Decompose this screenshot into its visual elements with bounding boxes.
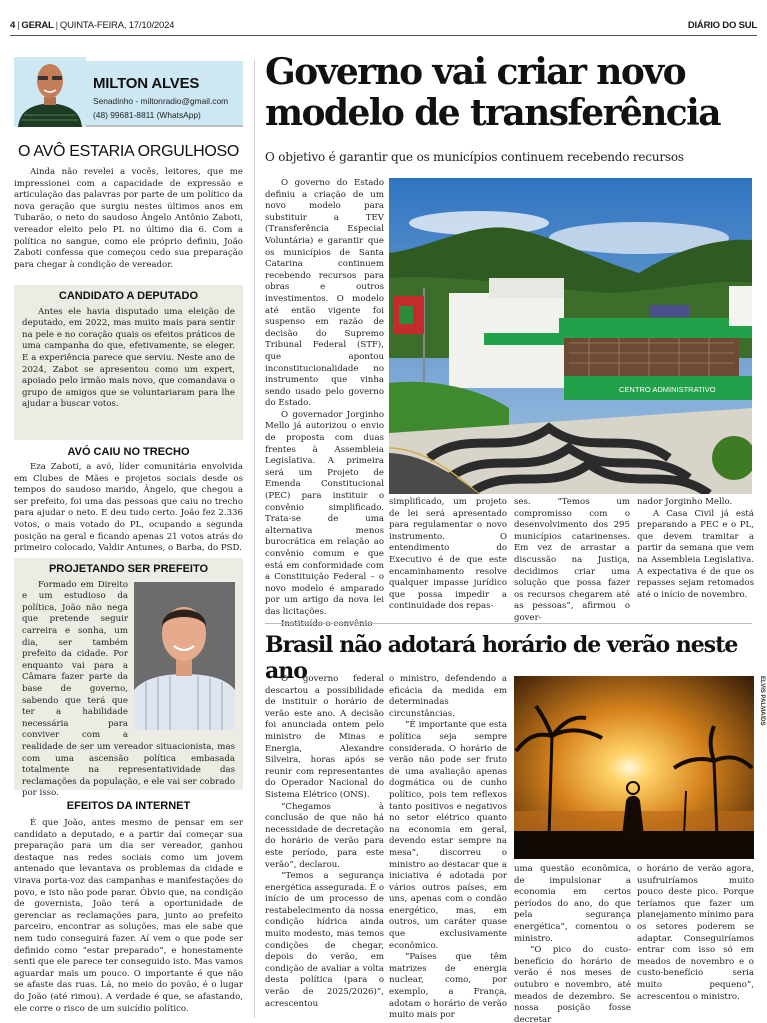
columnist-name: MILTON ALVES <box>93 75 200 92</box>
column-divider <box>254 60 255 1018</box>
sidebar-box-candidato: CANDIDATO A DEPUTADO Antes ele havia disputado uma eleição de deputado, em 2022, mas muito mais para sentir na pele e no coração quais os efeitos práticos de uma campanha do que, efetivamente, se eleger. E a experiência parece que serviu. Neste ano de 2024, Zabot se apresentou como um expert, apoiado pelo irmão mais novo, que comandava o grupo de amigos que se voluntariaram para lhe ajudar a buscar votos. <box>14 285 243 440</box>
joao-zaboti-photo <box>134 582 235 730</box>
column-title: O AVÔ ESTARIA ORGULHOSO <box>17 143 239 160</box>
building-sign: CENTRO ADMINISTRATIVO <box>619 385 716 394</box>
page-folio: 4 | GERAL | QUINTA-FEIRA, 17/10/2024 <box>10 20 175 31</box>
sunset-photo <box>514 676 754 859</box>
second-story-column-1: O governo federal descartou a possibilidade de instituir o horário de verão este ano. A decisão foi anunciada ontem pelo ministro de Minas e Energia, Alexandre Silveira, horas após se reunir com representantes do Operador Nacional do Sistema Elétrico (ONS). “Chegamos à conclusão de que não há necessidade de decretação do horário de verão para este período, para este verão”, declarou. “Temos a segurança energética assegurada. É o início de um processo de restabelecimento da nossa condição hídrica ainda muito modesto, mas temos condições de chegar, depois do verão, em condição de avaliar a volta desta política (para o verão de 2025/2026)”, acrescentou <box>265 674 384 1009</box>
section-text: Eza Zaboti, a avó, líder comunitária envolvida em Clubes de Mães e projetos sociais desde os tempos do saudoso marido, Ângelo, que chegou a ser prefeito, foi uma das pessoas que caiu no trecho para ajudar o neto. E deu tudo certo. João fez 2.336 votos, o mais votado do PL, ocupando a segunda posição na geral e ficando apenas 21 votos atrás do primeiro colocado, Valdir Antunes, o Barba, do PSD. <box>14 462 243 554</box>
main-story-column-1: O governo do Estado definiu a criação de um novo modelo para substituir a TEV (Transferência Especial Voluntária) e garantir que os municípios de Santa Catarina continuem recebendo recursos para obras e outros investimentos. O modelo até então vigente foi suspenso em razão de decisão do Supremo Tribunal Federal (STF), que apontou inconstitucionalidade no instrumento que vinha sendo usado pelo governo do Estado. O governador Jorginho Mello já autorizou o envio de proposta com duas frentes à Assembleia Legislativa. A primeira será um Projeto de Emenda Constitucional (PEC) para instituir o convênio simplificado. Trata-se de uma alternativa menos burocrática em relação ao convênio comum e que está em conformidade com a Constituição Federal – o novo modelo é amparado por um artigo da nova lei das licitações. <box>265 178 384 617</box>
second-story-column-2: o ministro, defendendo a eficácia da medida em determinadas circunstâncias. “É importante que esta política seja sempre considerada. O horário de verão não pode ser fruto de uma avaliação apenas dogmática ou de cunho político, pois tem reflexos tanto positivos e negativos no setor elétrico quanto na economia em geral, devendo estar sempre na mesa”, discorreu o ministro ao destacar que a iniciativa é adotada por vários outros países, em uns, apenas com o condão energético, mas, em outros, um caráter quase que exclusivamente econômico. “Países que têm matrizes de energia nuclear, como, por exemplo, a França, adotam o horário de verão muito mais por <box>389 674 507 1021</box>
main-deck: O objetivo é garantir que os municípios continuem recebendo recursos <box>265 150 684 164</box>
newspaper-name: DIÁRIO DO SUL <box>687 20 757 31</box>
second-headline: Brasil não adotará horário de verão neste ano <box>265 632 738 684</box>
columnist-phone: (48) 99681-8811 (WhatsApp) <box>93 110 201 120</box>
columnist-email: Senadinho - miltonradio@gmail.com <box>93 96 229 106</box>
section-heading: EFEITOS DA INTERNET <box>66 800 191 812</box>
main-headline: Governo vai criar novo modelo de transferência <box>265 51 720 134</box>
photo-credit: ELVIS PALMA/DS <box>759 676 765 726</box>
section-heading: PROJETANDO SER PREFEITO <box>48 563 209 575</box>
centro-administrativo-photo <box>389 178 752 494</box>
section-text: É que João, antes mesmo de pensar em ser candidato a deputado, e a partir daí começar sua preparação para um dia ser vereador, ganhou destaque nas redes sociais como um jovem antenado que levantava os problemas da cidade e virava porta-voz das campanhas e manifestações do povo, e isto não pode parar. Óbvio que, na condição de governista, João terá a oportunidade de gerenciar as reclamações para, junto ao prefeito parceiro, encontrar as soluções, mas ele sabe que nem tudo conseguirá fazer. Aí vem o que pode ser definido como “estar preparado”, e honestamente senti que ele parece ter conseguido isto. Mas vamos aguardar mais um pouco. O importante é que não se afaste das ruas. Lá, no meio do povão, é o lugar do João (até rimou). A verdade é que, se afastando, ele corre o risco de um suicídio político. <box>14 818 243 1014</box>
columnist-box <box>14 61 243 127</box>
page-number: 4 <box>10 20 16 31</box>
second-story-column-3: uma questão econômica, de impulsionar a economia em certos períodos do ano, do que pela segurança energética”, comentou o ministro. “O pico do custo-benefício do horário de verão é nos meses de outubro e novembro, até meados de dezembro. Se nossa posição fosse decretar <box>514 864 631 1023</box>
main-story-column-4: nador Jorginho Mello. A Casa Civil já está preparando a PEC e o PL, que devem tramitar a partir da semana que vem na Assembleia Legislativa. A expectativa é de que os repasses sejam retomados até o início de novembro. <box>637 497 754 600</box>
main-story-column-3: ses. “Temos um compromisso com o desenvolvimento dos 295 municípios catarinenses. Em vez de arrastar a discussão na Justiça, decidimos criar uma solução que possa fazer os recursos chegarem até as pessoas”, afirmou o gover- <box>514 497 630 623</box>
section-name: GERAL <box>21 20 54 31</box>
page-header <box>10 16 757 36</box>
section-heading: AVÓ CAIU NO TRECHO <box>67 446 190 458</box>
columnist-avatar <box>14 57 86 127</box>
main-story-column-2: simplificado, um projeto de lei será apresentado para regulamentar o novo instrumento. O entendimento do Executivo é de que este encaminhamento resolve qualquer impasse jurídico que possa impedir a continuidade dos repas- <box>389 497 507 612</box>
section-heading: CANDIDATO A DEPUTADO <box>58 290 199 302</box>
column-intro: Ainda não revelei a vocês, leitores, que me impressionei com a capacidade de expressão e articulação das palavras por parte de um político da nova geração que surgiu nestes últimos anos em Tubarão, o neto do saudoso Ângelo Antônio Zaboti, vereador eleito pelo PL no último dia 6. Com a política no sangue, como ele próprio definiu, João Zaboti confessa que começou cedo sua preparação para chegar à condição de vereador. <box>14 167 243 270</box>
story-divider <box>265 623 752 624</box>
second-story-column-4: o horário de verão agora, usufruiríamos muito pouco deste pico. Porque teríamos que fazer um planejamento mínimo para os setores poderem se adaptar. Conseguiríamos entrar com isso só em meados de novembro e o custo-benefício seria muito pequeno”, acrescentou o ministro. <box>637 864 755 1002</box>
issue-date: QUINTA-FEIRA, 17/10/2024 <box>59 20 175 31</box>
sidebar-box-prefeito: PROJETANDO SER PREFEITO Formado em Direito e um estudioso da política, João não nega que pretende seguir carreira e sonha, um dia, ser também prefeito da cidade. Por enquanto vai para a Câmara fazer parte da base de governo, sabendo que terá que ter a habilidade necessária para conviver com a realidade de ser um vereador situacionista, mas com uma ascensão política embasada totalmente na representatividade das reclamações da população, e ele vai ser cobrado por isso. <box>14 558 243 790</box>
